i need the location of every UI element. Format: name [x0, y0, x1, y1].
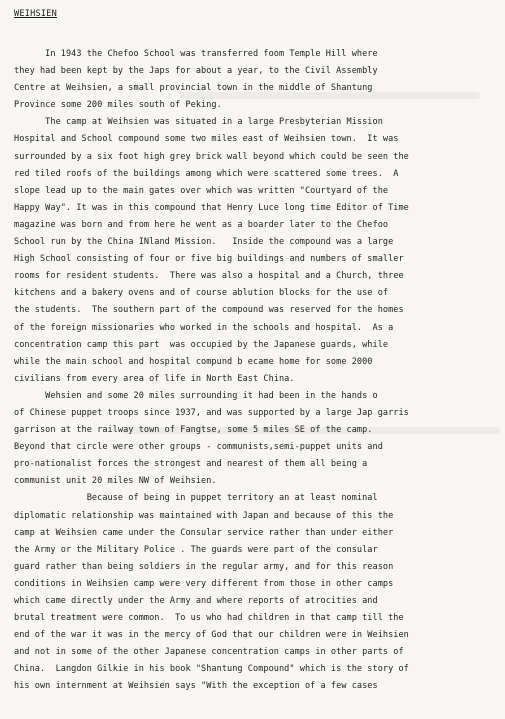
document-heading: WEIHSIEN	[14, 9, 57, 19]
text-line: slope lead up to the main gates over which was written "Courtyard of the	[14, 185, 389, 196]
text-line: brutal treatment were common. To us who had children in that camp till the	[14, 613, 404, 624]
text-line: the Army or the Military Police . The guards were part of the consular	[14, 544, 378, 555]
text-line: end of the war it was in the mercy of God that our children were in Weihsien	[14, 630, 409, 641]
text-line: of Chinese puppet troops since 1937, and was supported by a large Jap garris	[14, 407, 409, 418]
text-line: Because of being in puppet territory an at least nominal	[14, 493, 378, 504]
text-line: pro-nationalist forces the strongest and nearest of them all being a	[14, 459, 368, 470]
text-line: School run by the China INland Mission. Inside the compound was a large	[14, 237, 394, 248]
text-line: magazine was born and from here he went as a boarder later to the Chefoo	[14, 219, 389, 230]
text-line: communist unit 20 miles NW of Weihsien.	[14, 476, 217, 487]
text-line: rooms for resident students. There was also a hospital and a Church, three	[14, 271, 404, 282]
text-line: of the foreign missionaries who worked in the schools and hospital. As a	[14, 322, 394, 333]
text-line: guard rather than being soldiers in the regular army, and for this reason	[14, 561, 394, 572]
text-line: civilians from every area of life in North East China.	[14, 373, 295, 384]
text-line: which came directly under the Army and where reports of atrocities and	[14, 596, 378, 606]
text-line: High School consisting of four or five big buildings and numbers of smaller	[14, 254, 404, 265]
text-line: red tiled roofs of the buildings among which were scattered some trees. A	[14, 168, 399, 179]
text-line: the students. The southern part of the compound was reserved for the homes	[14, 305, 404, 316]
text-line: conditions in Weihsien camp were very different from those in other camps	[14, 578, 394, 589]
text-line: China. Langdon Gilkie in his book "Shantung Compound" which is the story of	[14, 664, 409, 675]
text-line: In 1943 the Chefoo School was transferred foom Temple Hill where	[14, 49, 378, 59]
text-line: his own internment at Weihsien says "With the exception of a few cases	[14, 681, 378, 692]
text-line: and not in some of the other Japanese concentration camps in other parts of	[14, 647, 404, 658]
text-line: Beyond that circle were other groups - communists,semi-puppet units and	[14, 442, 383, 453]
text-line: they had been kept by the Japs for about a year, to the Civil Assembly	[14, 66, 378, 77]
document-body	[14, 46, 504, 696]
text-line: garrison at the railway town of Fangtse, some 5 miles SE of the camp.	[14, 425, 373, 436]
text-line: concentration camp this part was occupied by the Japanese guards, while	[14, 339, 389, 350]
text-line: surrounded by a six foot high grey brick wall beyond which could be seen the	[14, 151, 409, 162]
text-line: Happy Way". It was in this compound that Henry Luce long time Editor of Time	[14, 202, 409, 213]
text-line: camp at Weihsien came under the Consular service rather than under either	[14, 527, 394, 538]
text-line: diplomatic relationship was maintained with Japan and because of this the	[14, 510, 394, 521]
text-line: Centre at Weihsien, a small provincial town in the middle of Shantung	[14, 83, 373, 94]
text-line: while the main school and hospital compund b ecame home for some 2000	[14, 356, 373, 367]
text-line: kitchens and a bakery ovens and of course ablution blocks for the use of	[14, 288, 389, 299]
text-line: Hospital and School compound some two miles east of Weihsien town. It was	[14, 134, 399, 145]
text-line: Province some 200 miles south of Peking.	[14, 100, 222, 111]
text-line: The camp at Weihsien was situated in a large Presbyterian Mission	[14, 117, 383, 128]
text-line: Wehsien and some 20 miles surrounding it had been in the hands o	[14, 390, 378, 401]
